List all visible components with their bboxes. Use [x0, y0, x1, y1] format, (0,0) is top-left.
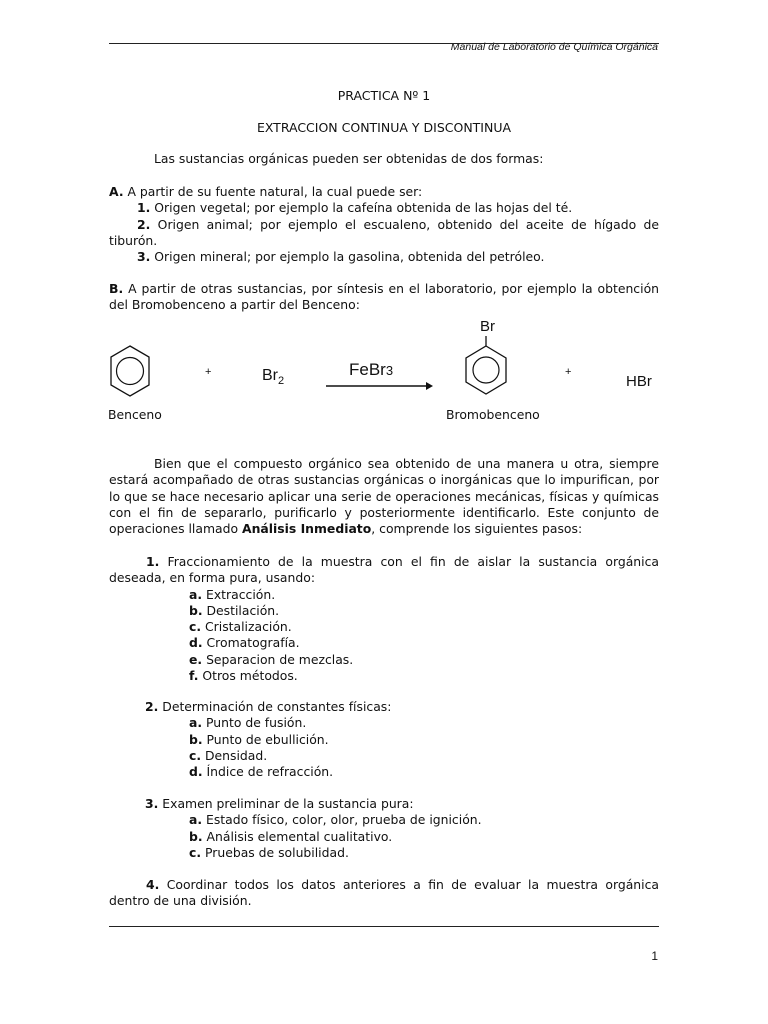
practice-subtitle: EXTRACCION CONTINUA Y DISCONTINUA	[256, 120, 512, 135]
list-item: b. Punto de ebullición.	[189, 731, 329, 747]
plus-sign: +	[565, 366, 572, 378]
list-item: a. Punto de fusión.	[189, 715, 307, 731]
step-number: 2.	[145, 699, 159, 714]
practice-title: PRACTICA Nº 1	[337, 88, 431, 103]
list-item: c. Densidad.	[189, 747, 268, 763]
section-a-text: A partir de su fuente natural, la cual puede ser:	[123, 184, 423, 199]
step-number: 4.	[146, 877, 160, 892]
reagent-formula: $Br_2$	[262, 367, 285, 388]
bromobenzene-ring-icon	[461, 334, 511, 398]
section-a	[109, 184, 659, 265]
list-item: d. Cromatografía.	[189, 635, 300, 651]
step-number: 1.	[146, 554, 160, 569]
reactant-name: Benceno	[108, 407, 162, 422]
plus-sign: +	[205, 366, 212, 378]
list-item: c. Pruebas de solubilidad.	[189, 844, 349, 860]
byproduct-formula: HBr	[626, 373, 652, 390]
list-item: a. Extracción.	[189, 586, 276, 602]
section-b-text: A partir de otras sustancias, por síntesis en el laboratorio, por ejemplo la obtención	[123, 281, 659, 296]
list-item: b. Análisis elemental cualitativo.	[189, 828, 393, 844]
list-item: f. Otros métodos.	[189, 668, 298, 684]
intro-paragraph: Las sustancias orgánicas pueden ser obtenidas de dos formas:	[154, 151, 544, 166]
section-b-label: B.	[109, 281, 124, 296]
page-number: 1	[651, 949, 658, 963]
step-2: 2. Determinación de constantes físicas: a. Punto de fusión. b. Punto de ebullición. c. Densidad. d. Índice de refracción.	[109, 699, 659, 780]
step-3: 3. Examen preliminar de la sustancia pura: a. Estado físico, color, olor, prueba de ignición. b. Análisis elemental cualitativo. c. Pruebas de solubilidad.	[109, 796, 659, 861]
list-item: a. Estado físico, color, olor, prueba de ignición.	[189, 812, 482, 828]
item-text: Origen vegetal; por ejemplo la cafeína obtenida de las hojas del té.	[150, 200, 573, 216]
catalyst-formula: FeBr3	[349, 360, 394, 379]
item-text-continued: tiburón.	[109, 232, 158, 248]
step-4: 4. Coordinar todos los datos anteriores a fin de evaluar la muestra orgánica dentro de una división.	[109, 877, 659, 909]
item-number: 3.	[137, 249, 151, 265]
section-b	[109, 281, 659, 314]
item-text: Origen mineral; por ejemplo la gasolina, obtenida del petróleo.	[150, 249, 545, 265]
step-number: 3.	[145, 796, 159, 811]
item-number: 1.	[137, 200, 151, 216]
item-number: 2.	[137, 216, 151, 232]
reaction-arrow-icon	[326, 380, 434, 392]
section-a-label: A.	[109, 184, 124, 199]
list-item: c. Cristalización.	[189, 619, 292, 635]
analysis-paragraph: Bien que el compuesto orgánico sea obtenido de una manera u otra, siempre estará acompañado de otras sustancias orgánicas o inorgánicas que lo impurifican, por lo que se hace necesario aplicar una serie de operaciones mecánicas, físicas y químicas con el fin de separarlo, purificarlo y posteriormente identificarlo. Este conjunto de operaciones llamado Análisis Inmediato, comprende los siguientes pasos:	[109, 456, 659, 537]
header-rule	[109, 43, 659, 44]
footer-rule	[109, 926, 659, 927]
product-name: Bromobenceno	[446, 407, 540, 422]
bromine-substituent: Br	[480, 318, 495, 335]
analysis-term: Análisis Inmediato	[242, 521, 372, 537]
section-b-text-continued: del Bromobenceno a partir del Benceno:	[109, 297, 360, 313]
list-item: b. Destilación.	[189, 602, 280, 618]
item-text: Origen animal; por ejemplo el escualeno, obtenido del aceite de hígado de	[150, 216, 659, 232]
step-1: 1. Fraccionamiento de la muestra con el fin de aislar la sustancia orgánica deseada, en forma pura, usando: a. Extracción. b. Destilación. c. Cristalización. d. Cromatografía. e. Separacion de mezclas. f. Otros métodos.	[109, 554, 659, 684]
benzene-ring-icon	[108, 344, 152, 398]
list-item: e. Separacion de mezclas.	[189, 651, 354, 667]
running-header: Manual de Laboratorio de Química Orgánica	[450, 41, 658, 53]
list-item: d. Índice de refracción.	[189, 764, 334, 780]
